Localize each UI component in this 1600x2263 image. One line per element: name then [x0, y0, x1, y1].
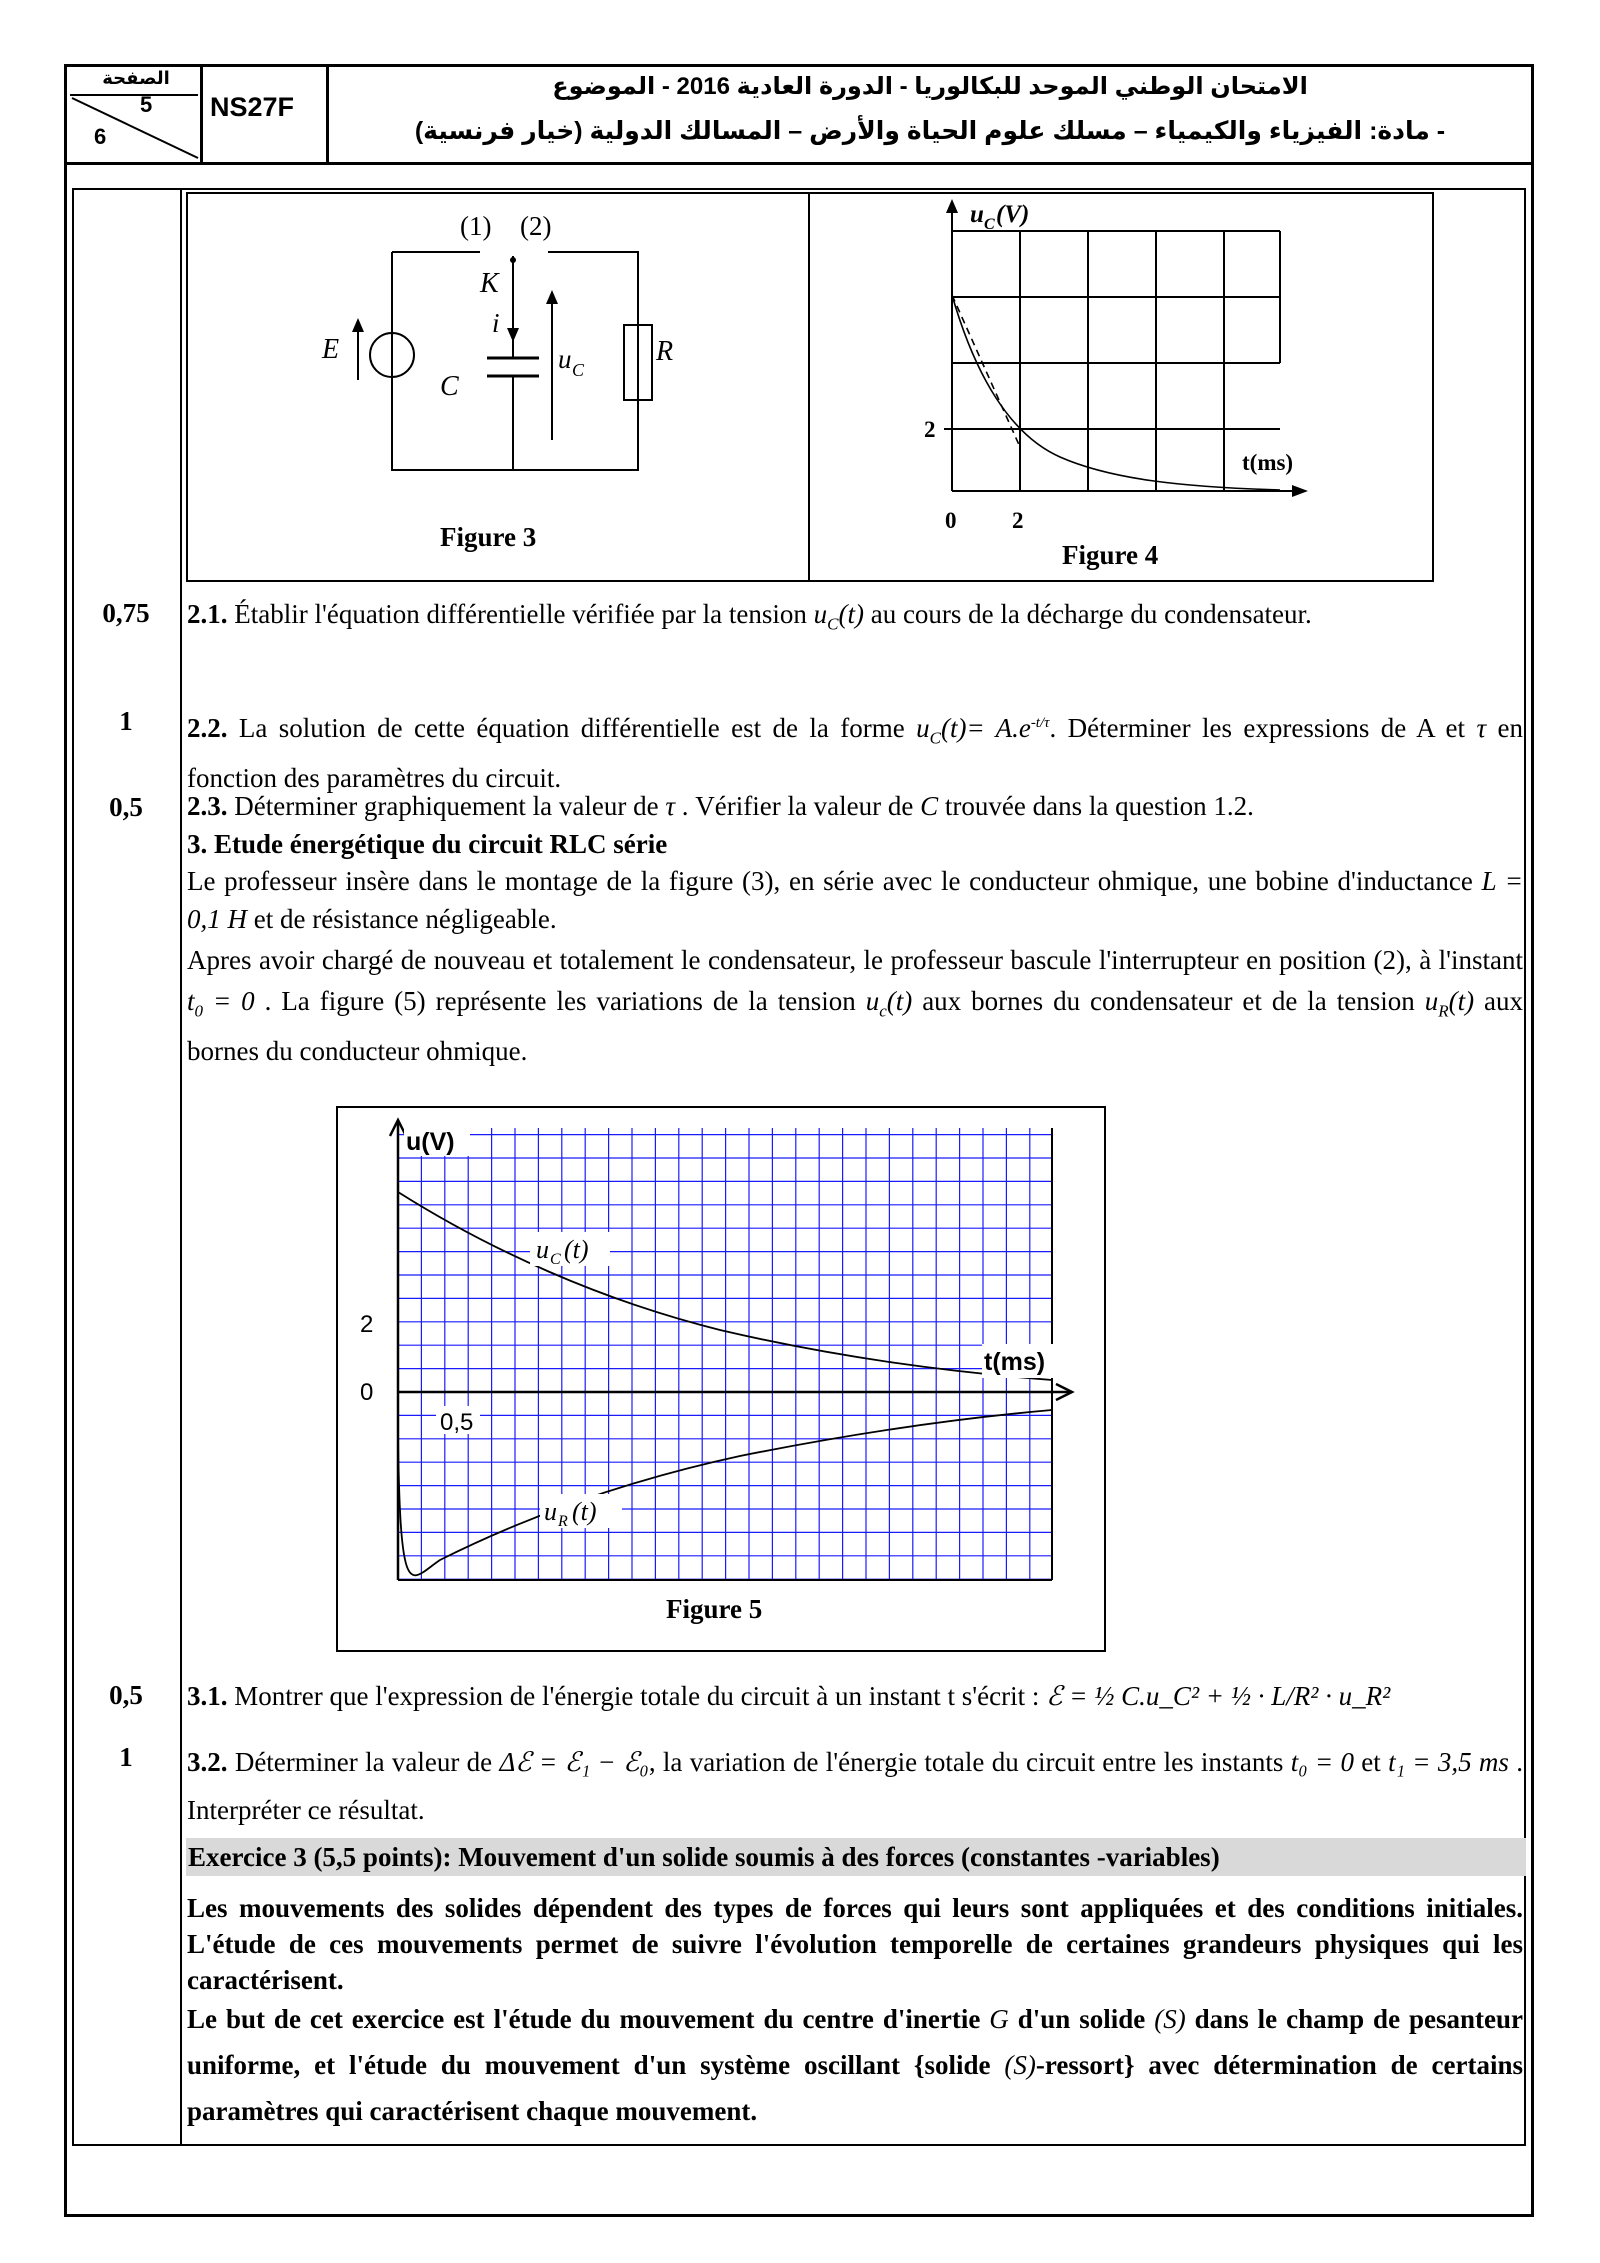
voltage-arrow-head — [546, 290, 558, 304]
para2-math-sub: 0 — [194, 1001, 204, 1021]
figure-5-caption: Figure 5 — [666, 1594, 763, 1624]
resistor-label: R — [656, 336, 674, 367]
figure-5-chart — [340, 1110, 1100, 1620]
voltage-subscript: C — [572, 360, 585, 380]
q22-math-exp: -t/τ — [1030, 715, 1050, 731]
q23-c: C — [920, 791, 939, 821]
exercise-3-intro-2 — [187, 1996, 1523, 2134]
y-axis-label: u(V) — [406, 1128, 455, 1156]
q21-text-a: Établir l'équation différentielle vérifiée par la tension — [227, 599, 814, 629]
intro2-s2: (S) — [1004, 2050, 1036, 2080]
exercise-3-title: Exercice 3 (5,5 points): Mouvement d'un solide soumis à des forces (constantes -variables) — [186, 1838, 1526, 1876]
q23-number: 2.3. — [187, 791, 228, 821]
q22-tau: τ — [1476, 713, 1487, 743]
q22-text-a: La solution de cette équation différentielle est de la forme — [227, 713, 917, 743]
intro2-d: -ressort} avec détermination de certains paramètres qui caractérisent chaque mouvement. — [187, 2050, 1523, 2126]
q22-math-sub: C — [929, 728, 941, 748]
para1-math: L = 0,1 H — [187, 866, 1524, 934]
y-tick-2: 2 — [360, 1311, 374, 1338]
intro2-a: Le but de cet exercice est l'étude du mouvement du centre d'inertie — [187, 2004, 990, 2034]
emf-label: E — [322, 334, 340, 365]
q21-math-sub: C — [827, 614, 839, 634]
para2-text-a: Apres avoir chargé de nouveau et totalement le condensateur, le professeur bascule l'interrupteur en position (2), à l'instant — [187, 945, 1523, 975]
current-label: i — [492, 308, 500, 338]
score-q23: 0,5 — [109, 792, 143, 822]
y-axis-arrow — [946, 199, 958, 213]
paragraph-1 — [187, 862, 1523, 938]
capacitor-label: C — [440, 371, 459, 402]
q22-math: u — [916, 713, 930, 743]
intro2-g: G — [989, 2004, 1009, 2034]
switch-position-1: (1) — [460, 211, 492, 241]
para2-math: t — [187, 986, 195, 1016]
intro2-b: d'un solide — [1008, 2004, 1155, 2034]
page-label: الصفحة — [102, 68, 170, 88]
page-number-divider — [70, 96, 200, 160]
para2-uc-arg: (t) — [886, 986, 913, 1016]
exam-title-line1: الامتحان الوطني الموحد للبكالوريا - الدورة العادية 2016 - الموضوع — [552, 73, 1308, 100]
q32-t1: t₁ = 3,5 ms — [1388, 1747, 1509, 1777]
q32-number: 3.2. — [187, 1747, 228, 1777]
uc-curve-label: u — [536, 1235, 549, 1264]
q32-text-d: . Interpréter ce résultat. — [187, 1747, 1523, 1825]
q22-math-b: (t)= A.e — [940, 713, 1031, 743]
question-2-3 — [187, 788, 1523, 824]
para2-text-c: aux bornes du condensateur et de la tension — [912, 986, 1425, 1016]
figure-4-chart — [880, 195, 1320, 535]
ur-curve-subscript: R — [558, 1513, 568, 1530]
para2-text-d: aux bornes du conducteur ohmique. — [187, 986, 1524, 1067]
switch-label: K — [480, 268, 499, 299]
figure-4-caption: Figure 4 — [1062, 540, 1159, 570]
figure-3-circuit — [300, 200, 720, 490]
emf-arrow-head — [352, 318, 364, 332]
uc-curve-arg: (t) — [564, 1235, 589, 1264]
question-2-1 — [187, 594, 1523, 644]
ur-curve-arg: (t) — [572, 1497, 597, 1526]
q22-text-b: . Déterminer les expressions de A et — [1049, 713, 1477, 743]
q21-number: 2.1. — [187, 599, 228, 629]
figure-5-grid — [398, 1128, 1052, 1580]
q23-text-b: . Vérifier la valeur de — [675, 791, 921, 821]
q32-t0: t₀ = 0 — [1290, 1747, 1354, 1777]
q32-text-a: Déterminer la valeur de — [227, 1747, 500, 1777]
score-q22: 1 — [119, 706, 133, 736]
voltage-label: u — [558, 344, 572, 374]
score-q31: 0,5 — [109, 1680, 143, 1710]
tangent-line — [952, 295, 1020, 447]
q23-text-a: Déterminer graphiquement la valeur de — [227, 791, 666, 821]
para2-ur-sub: R — [1438, 1001, 1449, 1021]
exam-title-line2: - مادة: الفيزياء والكيمياء – مسلك علوم الحياة والأرض – المسالك الدولية (خيار فرنسية) — [414, 117, 1446, 145]
uc-curve-subscript: C — [550, 1251, 561, 1268]
question-3-1 — [187, 1676, 1523, 1716]
x-axis-label: t(ms) — [984, 1348, 1046, 1376]
para2-uc-sub: c — [879, 1001, 887, 1021]
para1-text-a: Le professeur insère dans le montage de la figure (3), en série avec le conducteur ohmique, une bobine d'inductance — [187, 866, 1482, 896]
y-tick-2: 2 — [924, 417, 936, 442]
x-tick-2: 2 — [1012, 508, 1024, 533]
q31-text-a: Montrer que l'expression de l'énergie totale du circuit à un instant t s'écrit : — [227, 1681, 1047, 1711]
paragraph-2 — [187, 940, 1523, 1072]
x-axis-arrow — [1292, 485, 1308, 497]
y-axis-unit: (V) — [996, 201, 1030, 228]
intro2-c: dans le champ de pesanteur uniforme, et l'étude du mouvement d'un système oscillant {solide — [187, 2004, 1524, 2080]
para1-text-b: et de résistance négligeable. — [247, 904, 557, 934]
question-3-2 — [187, 1738, 1523, 1834]
question-2-2 — [187, 703, 1523, 798]
ur-curve-label: u — [544, 1497, 557, 1526]
x-tick-0-5: 0,5 — [440, 1409, 474, 1436]
origin-label: 0 — [945, 508, 957, 533]
intro2-s: (S) — [1154, 2004, 1186, 2034]
para2-ur-arg: (t) — [1448, 986, 1475, 1016]
y-axis-label: u — [970, 201, 984, 228]
para2-ur: u — [1424, 986, 1439, 1016]
q21-text-b: au cours de la décharge du condensateur. — [863, 599, 1312, 629]
para2-uc: u — [865, 986, 880, 1016]
para2-math-b: = 0 — [203, 986, 255, 1016]
exercise-3-intro-1: Les mouvements des solides dépendent des types de forces qui leurs sont appliquées et des conditions initiales. L'étude de ces mouvements permet de suivre l'évolution temporelle de certaines grandeurs physiques qui les caractérisent. — [187, 1893, 1523, 1995]
q23-text-c: trouvée dans la question 1.2. — [938, 791, 1254, 821]
q22-text-c: en fonction des paramètres du circuit. — [187, 713, 1524, 794]
q31-formula: ℰ = ½ C.u_C² + ½ · L/R² · u_R² — [1046, 1681, 1391, 1711]
page-number: 5 — [140, 92, 153, 117]
figure-3-caption: Figure 3 — [440, 522, 537, 552]
y-axis-subscript: C — [984, 216, 995, 233]
q23-tau: τ — [665, 791, 675, 821]
page-total: 6 — [94, 124, 107, 149]
section-3-title: 3. Etude énergétique du circuit RLC série — [187, 829, 668, 859]
decay-curve — [952, 295, 1280, 490]
para2-text-b: . La figure (5) représente les variations de la tension — [254, 986, 866, 1016]
x-axis-label: t(ms) — [1242, 450, 1294, 475]
q32-text-c: et — [1353, 1747, 1389, 1777]
switch-position-2: (2) — [520, 211, 552, 241]
q22-number: 2.2. — [187, 713, 228, 743]
y-tick-0: 0 — [360, 1379, 374, 1406]
current-arrow-head — [507, 328, 519, 342]
q21-math-arg: (t) — [838, 599, 864, 629]
q21-math: u — [813, 599, 828, 629]
q32-text-b: , la variation de l'énergie totale du circuit entre les instants — [648, 1747, 1291, 1777]
exam-code: NS27F — [210, 92, 295, 122]
q31-number: 3.1. — [187, 1681, 228, 1711]
q32-math: Δℰ = ℰ₁ − ℰ₀ — [499, 1747, 649, 1777]
score-q32: 1 — [119, 1742, 133, 1772]
score-q21: 0,75 — [102, 598, 150, 628]
